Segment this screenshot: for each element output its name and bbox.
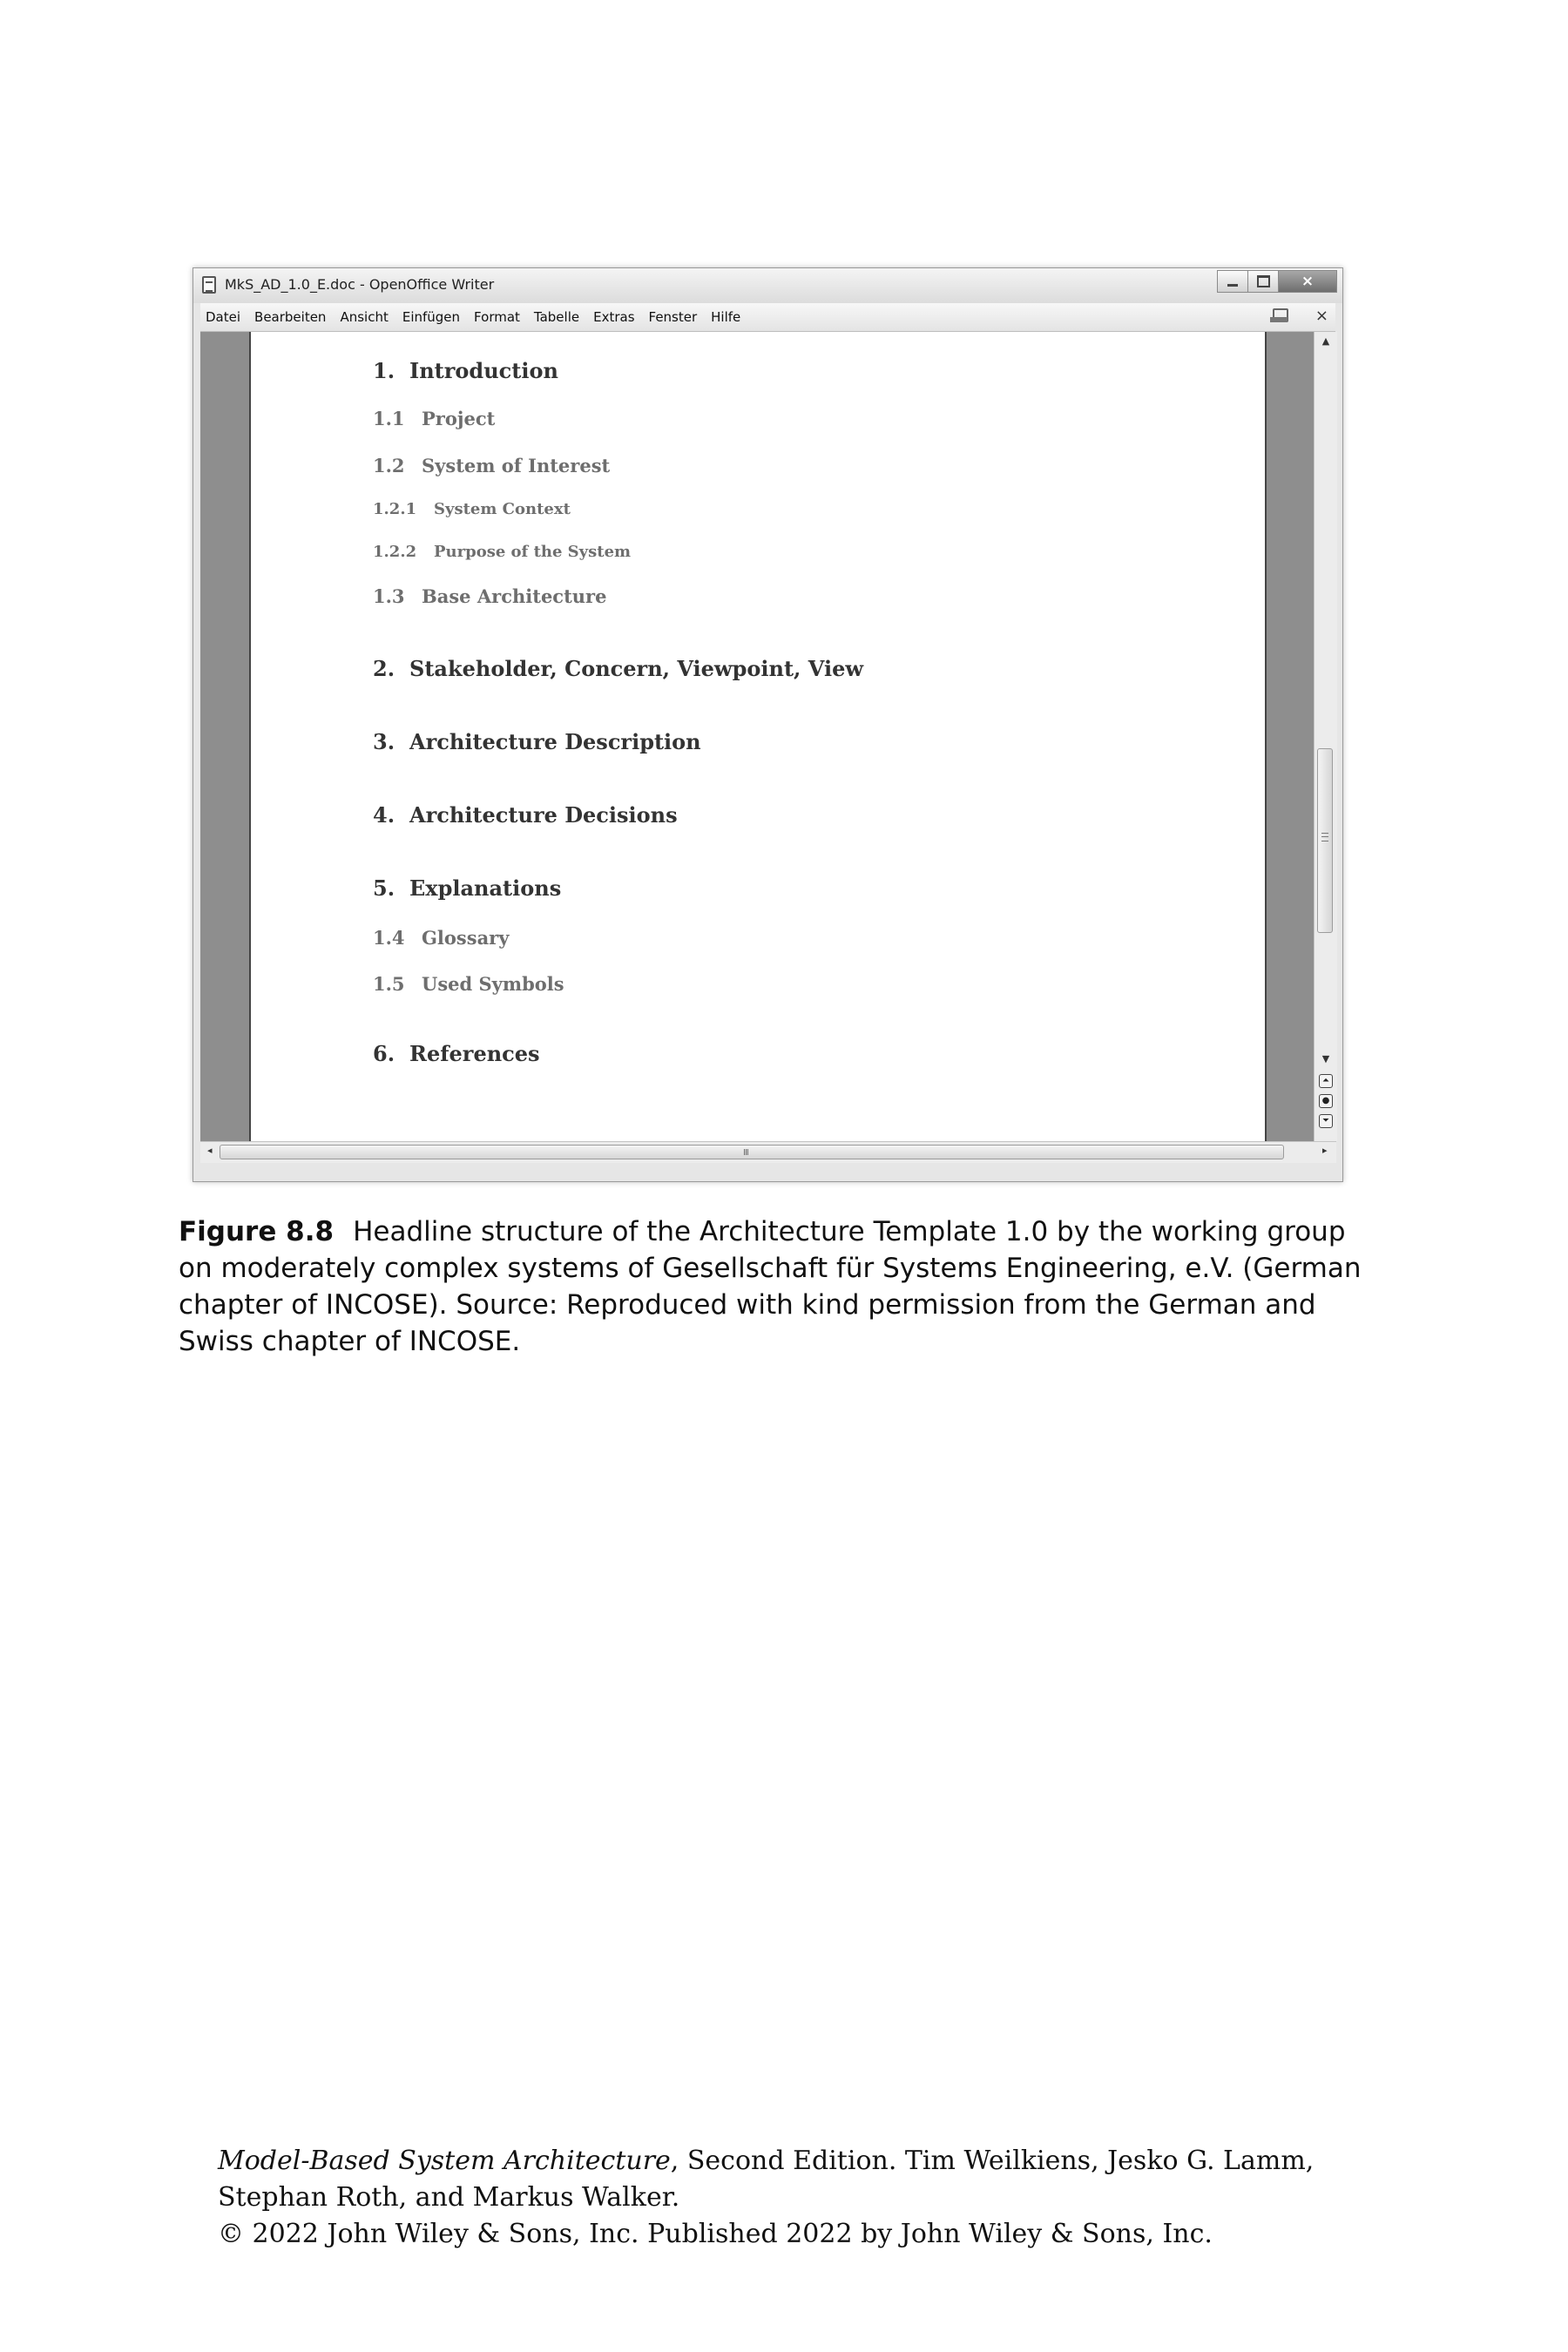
heading-6: [373, 1041, 540, 1066]
maximize-icon: [1257, 275, 1270, 287]
heading-number: 1.1: [373, 408, 405, 429]
previous-page-icon[interactable]: ⏶: [1319, 1074, 1333, 1088]
title-bar: [193, 268, 1342, 303]
heading-text: Project: [422, 408, 496, 429]
menu-tabelle[interactable]: Tabelle: [533, 309, 580, 325]
menu-bar: [200, 303, 1335, 332]
heading-number: 1.: [373, 358, 395, 383]
book-title: Model-Based System Architecture: [218, 2146, 671, 2176]
footer-line-3: © 2022 John Wiley & Sons, Inc. Published 2022 by John Wiley & Sons, Inc.: [218, 2219, 1213, 2249]
heading-number: 1.3: [373, 585, 405, 607]
figure-caption: [179, 1213, 1372, 1360]
horizontal-scrollbar[interactable]: [200, 1141, 1336, 1163]
menu-hilfe[interactable]: Hilfe: [711, 309, 741, 325]
close-button[interactable]: ×: [1278, 270, 1337, 293]
writer-document-icon: [202, 276, 216, 294]
navigator-icon[interactable]: ●: [1319, 1094, 1333, 1108]
menu-right-group: [1270, 307, 1328, 325]
document-viewport: [200, 332, 1314, 1141]
menu-ansicht[interactable]: Ansicht: [340, 309, 389, 325]
menu-extras[interactable]: Extras: [593, 309, 635, 325]
scroll-right-icon[interactable]: ▸: [1322, 1145, 1328, 1156]
menu-fenster[interactable]: Fenster: [648, 309, 698, 325]
document-page[interactable]: [249, 332, 1267, 1141]
heading-1-2-2: [373, 543, 631, 561]
restore-document-icon[interactable]: [1270, 308, 1289, 324]
heading-number: 3.: [373, 729, 395, 754]
figure-caption-text: Headline structure of the Architecture Template 1.0 by the working group on moderately complex systems of Gesellschaft für Systems Engineering, e.V. (German chapter of INCOSE). Source: Reproduced with kind permission from the German and Swiss chapter of INCOSE.: [179, 1216, 1362, 1357]
heading-text: Architecture Description: [409, 729, 701, 754]
heading-1-2-1: [373, 500, 571, 518]
figure-label: Figure 8.8: [179, 1216, 335, 1247]
heading-1-3: [373, 585, 606, 607]
heading-1: [373, 358, 558, 383]
scroll-down-icon[interactable]: ▼: [1321, 1053, 1330, 1064]
heading-number: 6.: [373, 1041, 395, 1066]
heading-text: Explanations: [409, 875, 562, 901]
next-page-icon[interactable]: ⏷: [1319, 1114, 1333, 1128]
heading-2: [373, 656, 863, 681]
heading-text: Introduction: [409, 358, 558, 383]
heading-1-4: [373, 927, 509, 949]
heading-number: 1.2.2: [373, 543, 417, 561]
heading-1-2: [373, 455, 610, 476]
vertical-scrollbar[interactable]: [1314, 332, 1337, 1141]
heading-text: Base Architecture: [422, 585, 607, 607]
minimize-button[interactable]: [1217, 270, 1248, 293]
heading-text: Used Symbols: [422, 973, 564, 995]
maximize-button[interactable]: [1247, 270, 1279, 293]
heading-text: Glossary: [422, 927, 510, 949]
heading-number: 1.4: [373, 927, 405, 949]
heading-text: Stakeholder, Concern, Viewpoint, View: [409, 656, 863, 681]
window-title: MkS_AD_1.0_E.doc - OpenOffice Writer: [225, 276, 495, 293]
footer-line-1: [218, 2143, 1350, 2180]
minimize-icon: [1227, 284, 1238, 287]
menu-format[interactable]: Format: [474, 309, 520, 325]
heading-number: 2.: [373, 656, 395, 681]
footer-edition-authors: , Second Edition. Tim Weilkiens, Jesko G. Lamm,: [670, 2146, 1315, 2176]
scroll-left-icon[interactable]: ◂: [207, 1145, 213, 1156]
heading-1-5: [373, 973, 564, 995]
heading-number: 1.2.1: [373, 500, 417, 518]
heading-number: 4.: [373, 802, 395, 828]
heading-4: [373, 802, 678, 828]
heading-text: System of Interest: [422, 455, 611, 476]
scroll-up-icon[interactable]: ▲: [1321, 335, 1330, 347]
close-document-button[interactable]: ×: [1315, 307, 1328, 325]
vertical-scroll-thumb[interactable]: [1317, 748, 1333, 933]
writer-window-screenshot: [193, 267, 1343, 1182]
footer-line-2: Stephan Roth, and Markus Walker.: [218, 2182, 680, 2213]
grip-icon: III: [743, 1148, 748, 1158]
heading-number: 1.5: [373, 973, 405, 995]
horizontal-scroll-thumb[interactable]: [220, 1145, 1284, 1159]
heading-5: [373, 875, 561, 901]
grip-icon: [1321, 833, 1328, 841]
heading-text: Architecture Decisions: [409, 802, 678, 828]
copyright-footer: [218, 2143, 1350, 2253]
window-controls: [1218, 270, 1337, 294]
heading-number: 1.2: [373, 455, 405, 476]
heading-3: [373, 729, 701, 754]
heading-text: References: [409, 1041, 540, 1066]
heading-number: 5.: [373, 875, 395, 901]
menu-bearbeiten[interactable]: Bearbeiten: [254, 309, 327, 325]
heading-text: System Context: [434, 500, 571, 518]
menu-datei[interactable]: Datei: [206, 309, 241, 325]
heading-text: Purpose of the System: [434, 543, 632, 561]
menu-einfuegen[interactable]: Einfügen: [402, 309, 461, 325]
heading-1-1: [373, 408, 495, 429]
headline-structure: [251, 332, 1265, 1141]
